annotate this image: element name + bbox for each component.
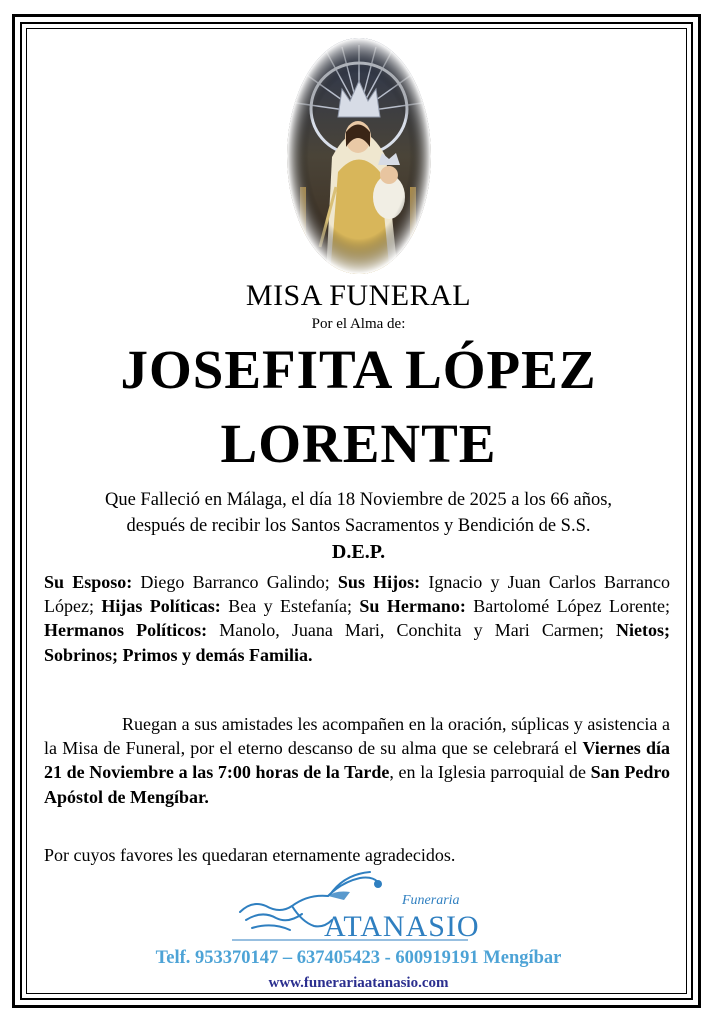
invitation-text2: , en la Iglesia parroquial de: [389, 762, 591, 783]
church-name: San Pedro Apóstol de Mengíbar.: [44, 762, 670, 807]
page-title: MISA FUNERAL: [245, 279, 472, 312]
death-info-line2: después de recibir los Santos Sacramentos y Bendición de S.S.: [126, 516, 591, 536]
dep-label: D.E.P.: [331, 541, 386, 563]
esposo-label: Su Esposo:: [44, 572, 133, 592]
virgin-portrait-image: [286, 37, 432, 275]
hijas-politicas-text: Bea y Estefanía;: [220, 596, 360, 617]
hijos-text: Ignacio y Juan Carlos Barranco López;: [44, 572, 670, 617]
hermanos-politicos-label: Hermanos Políticos:: [44, 620, 208, 641]
family-paragraph: [44, 570, 670, 667]
hijas-politicas-label: Hijas Políticas:: [101, 596, 221, 617]
subtitle: Por el Alma de:: [311, 316, 406, 332]
invitation-text1: Ruegan a sus amistades les acompañen en la oración, súplicas y asistencia a la Misa de Funeral, por el eterno descanso de su alma que se celebrará el: [44, 714, 670, 759]
death-info: [40, 487, 677, 539]
contact-phones: Telf. 953370147 – 637405423 - 600919191 Mengíbar: [155, 948, 562, 968]
hijos-label: Sus Hijos:: [337, 572, 421, 592]
death-info-line1: Que Falleció en Málaga, el día 18 Noviembre de 2025 a los 66 años,: [104, 490, 613, 510]
hermano-label: Su Hermano:: [359, 596, 466, 617]
invitation-paragraph: [44, 712, 670, 809]
mass-date-time: Viernes día 21 de Noviembre a las 7:00 horas de la Tarde: [44, 738, 670, 783]
deceased-name-line1: JOSEFITA LÓPEZ: [120, 339, 597, 400]
website-link[interactable]: www.funerariaatanasio.com: [268, 975, 449, 991]
funeraria-atanasio-logo: [232, 870, 482, 942]
thanks-line: Por cuyos favores les quedaran eternamente agradecidos.: [44, 845, 456, 865]
logo-big-text: ATANASIO: [324, 910, 480, 942]
hermano-text: Bartolomé López Lorente;: [465, 596, 670, 617]
esposo-text: Diego Barranco Galindo;: [132, 572, 338, 592]
hermanos-politicos-text: Manolo, Juana Mari, Conchita y Mari Carmen;: [207, 620, 616, 641]
family-closing: Nietos; Sobrinos; Primos y demás Familia.: [44, 620, 670, 665]
logo-small-text: Funeraria: [402, 893, 460, 908]
deceased-name-line2: LORENTE: [220, 413, 497, 474]
